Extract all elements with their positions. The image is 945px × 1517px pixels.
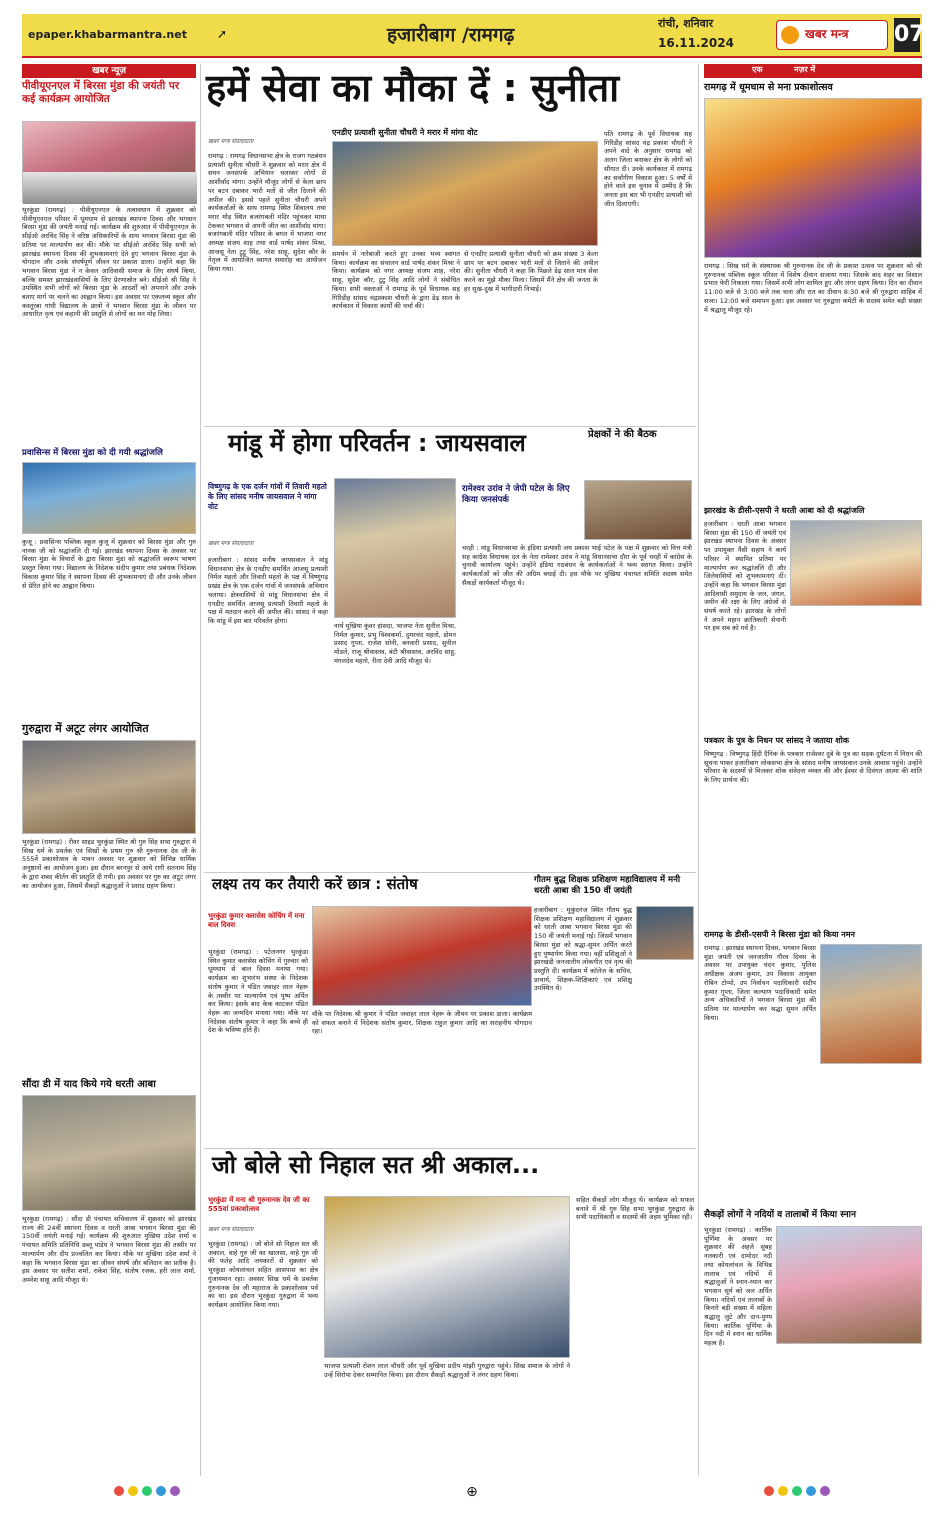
sunita-campaign-photo bbox=[332, 141, 598, 246]
ramesh-body: चरही : मांडू विधानसभा के इंडिया प्रत्याशी जय प्रकाश भाई पटेल के पक्ष में शुक्रवार को वित्त मंत्री सह कांग्रेस विधायक दल के नेता रामेश्वर उरांव ने मांडू विधानसभा दौरा के पूर्व चरही में कांग्रेस के चुनावी कार्यालय पहुंचे। उन्होंने इंडिया गठबंधन के कार्यकर्ताओं ने भव्य स्वागत किया। उन्होंने कार्यकर्ताओं को जीत की अग्रिम बधाई दी। इस मौके पर मुखिया पंचायत समिति सदस्य समेत सैकड़ों कार्यकर्ता मौजूद थे। bbox=[462, 544, 692, 587]
main-col4: पति रामगढ़ के पूर्व विधायक सह गिरिडीह सांसद चंद्र प्रकाश चौधरी ने अपने वादे के अनुसार रामगढ़ को अलग जिला बनाकर क्षेत्र के लोगों को सौगात दी। उनके कार्यकाल में रामगढ़ का सर्वांगीण विकास हुआ। 5 वर्षों में होने वाले इस चुनाव में उम्मीद है कि जनता इस बार भी एनडीए प्रत्याशी को जीत दिलाएगी। bbox=[604, 130, 692, 208]
main-byline: खबर मन्त्र संवाददाता bbox=[208, 138, 254, 145]
nihal-body: भुरकुंडा (रामगढ़) : जो बोले सो निहाल सत श्री अकाल, वाहे गुरु जी का खालसा, वाहे गुरु जी की फतेह आदि जयकारों से शुक्रवार को भुरकुंडा कोयलांचल सहित आसपास का क्षेत्र गुंजायमान रहा। अवसर सिख धर्म के प्रवर्तक गुरुनानक देव जी महाराज के प्रकाशोत्सव पर्व का था। इस दौरान भुरकुंडा गुरुद्वारा में भव्य कार्यक्रम आयोजित किया गया। bbox=[208, 1240, 318, 1309]
page-number: 07 bbox=[894, 18, 920, 52]
compass-icon: ⊕ bbox=[466, 1484, 478, 1500]
section-tag: खबर न्यूज़ bbox=[22, 64, 196, 78]
nihal-headline: जो बोले सो निहाल सत श्री अकाल... bbox=[212, 1151, 540, 1179]
school-tribute-photo bbox=[22, 462, 196, 534]
right-r3-title: पत्रकार के पुत्र के निधन पर सांसद ने जताया शोक bbox=[704, 736, 849, 745]
right-r1-body: रामगढ़ : सिख धर्म के संस्थापक श्री गुरुनानक देव जी के प्रकाश उत्सव पर शुक्रवार को श्री गुरुनानक पब्लिक स्कूल परिसर में विशेष दीवान सजाया गया। जिसके बाद शहर का विशाल प्रभात फेरी निकाला गया। जिसमें सभी लोग शामिल हुए और लंगर ग्रहण किया। दिन का दीवान 11:00 बजे से 3:00 बजे तक चला और रात का दीवान 8:30 बजे श्री गुरुद्वारा साहिब में सजा। 12:00 बजे समापन हुआ। इस अवसर पर गुरुद्वारा कमेटी के सदस्य समेत बड़ी संख्या में श्रद्धालु मौजूद रहे। bbox=[704, 262, 922, 314]
nihal-body2: भाजपा प्रत्याशी रोशन लाल चौधरी और पूर्व मुखिया प्रदीप मांझी गुरुद्वारा पहुंचे। सिख समाज के लोगों ने उन्हें सिरोपा देकर सम्मानित किया। इस दौरान सैकड़ों श्रद्धालुओं ने लंगर ग्रहण किया। bbox=[324, 1362, 570, 1379]
edition-title: हजारीबाग /रामगढ़ bbox=[387, 24, 515, 46]
dc-sp-tribute-photo bbox=[790, 520, 922, 606]
ramesh-photo bbox=[584, 480, 692, 540]
ramesh-headline: रामेश्वर उरांव ने जेपी पटेल के लिए किया जनसंपर्क bbox=[462, 484, 570, 506]
river-bath-photo bbox=[776, 1226, 922, 1344]
masthead bbox=[22, 14, 925, 58]
left-s3-title: गुरुद्वारा में अटूट लंगर आयोजित bbox=[22, 722, 149, 735]
left-s3-body: भुरकुंडा (रामगढ़) : रीवर साइड भुरकुंडा स्थित श्री गुरु सिंह सभा गुरुद्वारा में सिख धर्म के प्रवर्तक एवं सिखों के प्रथम गुरु श्री गुरुनानक देव जी के 555वें प्रकाशोत्सव के पावन अवसर पर शुक्रवार को विभिन्न धार्मिक अनुष्ठानों का आयोजन हुआ। इस दौरान बरनपुर से आये रागी सतनाम सिंह के द्वारा शबद कीर्तन की प्रस्तुति दी गयी। इस अवसर पर गुरु का अटूट लंगर का आयोजन हुआ, जिसमें सैकड़ों श्रद्धालुओं ने प्रसाद ग्रहण किया। bbox=[22, 838, 196, 890]
site-url[interactable]: epaper.khabarmantra.net bbox=[28, 28, 187, 41]
birsa-statue-photo bbox=[820, 944, 922, 1064]
right-tag-2: नज़र में bbox=[794, 65, 816, 74]
issue-date: 16.11.2024 bbox=[658, 36, 734, 50]
main-headline: हमें सेवा का मौका दें : सुनीता bbox=[206, 66, 620, 110]
panchayat-photo bbox=[22, 1095, 196, 1211]
brand-logo bbox=[776, 20, 888, 50]
main-col1: रामगढ़ : रामगढ़ विधानसभा क्षेत्र के राजग गठबंधन प्रत्याशी सुनीता चौधरी ने शुक्रवार को मरार क्षेत्र में सघन जनसंपर्क अभियान चलाकर लोगों से आशीर्वाद मांगा। उन्होंने मौजूद लोगों से केला छाप पर बटन दबाकर भारी मतों से जीत दिलाने की अपील की। इससे पहले सुनीता चौधरी अपने कार्यकर्ताओं के साथ रामगढ़ स्थित शिवालय तथा मरार मोड़ स्थित बजरंगबली मंदिर पहुंचकर माथा टेककर भगवान से अपनी जीत का आशीर्वाद मांगा। बजरंगबली मंदिर परिसर के बगल में भाजपा नगर अध्यक्ष संजय शाह तथा वार्ड पार्षद शंकर मिश्रा, आजसू नेता टुटु सिंह, नरेश साहू, सुदेश कौर के नेतृत्व में आयोजित स्वागत समारोह का आयोजन किया गया। bbox=[208, 152, 326, 274]
left-s4-body: भुरकुंडा (रामगढ़) : सौंदा डी पंचायत सचिवालय में शुक्रवार को झारखंड राज्य की 24वीं स्थापना दिवस व धरती आबा भगवान बिरसा मुंडा की 150वीं जयंती मनाई गई। कार्यक्रम की शुरुआत मुखिया उदेश शर्मा व पंचायत समिति प्रतिनिधि डब्लू पांडेय ने भगवान बिरसा मुंडा की तस्वीर पर माल्यार्पण और दीप प्रज्वलित कर किया। मौके पर मुखिया उदेश शर्मा ने कहा कि भगवान बिरसा मुंडा का जीवन संघर्ष और बलिदान का प्रतीक है। इस अवसर पर सतीश शर्मा, राकेश सिंह, संतोष रजक, हरी लाल शर्मा, अमरेश साहू आदि मौजूद थे। bbox=[22, 1215, 196, 1284]
santosh-headline: लक्ष्य तय कर तैयारी करें छात्र : संतोष bbox=[212, 875, 418, 893]
mandu-col1: हजारीबाग : सांसद मनीष जायसवाल ने मांडू विधानसभा क्षेत्र के एनडीए समर्थित आजसू प्रत्याशी निर्मल महतो और तिवारी महतो के पक्ष में विष्णुगढ़ प्रखंड क्षेत्र के एक दर्जन गांवों में जनसंपर्क अभियान चलाया। क्षेत्रवासियों से मांडू विधानसभा क्षेत्र में एनडीए समर्थित आजसू प्रत्याशी तिवारी महतो के पक्ष में मतदान करने की अपील की। सांसद ने कहा कि मांडू में इस बार परिवर्तन होगा। bbox=[208, 556, 328, 625]
logo-icon bbox=[781, 26, 799, 44]
right-r5-body: भुरकुंडा (रामगढ़) : कार्तिक पूर्णिमा के अवसर पर शुक्रवार की अहले सुबह नलकारी एवं दामोदर नदी तथा कोयलांचल के विभिन्न तालाब एवं नदियों में श्रद्धालुओं ने स्नान-ध्यान कर भगवान सूर्य को जल अर्पित किया। नदियों एवं तालाबों के किनारे बड़ी संख्या में महिला श्रद्धालु जुटे और दान-पुण्य किया। कार्तिक पूर्णिमा के दिन नदी में स्नान का धार्मिक महत्व है। bbox=[704, 1226, 772, 1348]
prekshak-title: प्रेक्षकों ने की बैठक bbox=[588, 429, 657, 440]
right-r5-title: सैकड़ों लोगों ने नदियों व तालाबों में किया स्नान bbox=[704, 1210, 856, 1220]
santosh-body2: मौके पर निदेशक श्री कुमार ने पंडित जवाहर लाल नेहरू के जीवन पर प्रकाश डाला। कार्यक्रम को सफल बनाने में निदेशक संतोष कुमार, शिक्षक राहुल कुमार आदि का सराहनीय योगदान रहा। bbox=[312, 1010, 532, 1036]
right-r1-title: रामगढ़ में धूमधाम से मना प्रकाशोत्सव bbox=[704, 82, 833, 93]
place-day: रांची, शनिवार bbox=[658, 17, 714, 30]
college-event-photo bbox=[636, 906, 694, 960]
brand-name: खबर मन्त्र bbox=[805, 27, 849, 41]
nihal-body3: सहित सैकड़ों लोग मौजूद थे। कार्यक्रम को सफल बनाने में श्री गुरु सिंह सभा भुरकुंडा गुरुद्वारा के सभी पदाधिकारी व सदस्यों की अहम भूमिका रही। bbox=[576, 1196, 694, 1222]
main-subhead: एनडीए प्रत्याशी सुनीता चौधरी ने मरार में मांगा वोट bbox=[332, 128, 478, 137]
right-r2-body: हजारीबाग : धरती आबा भगवान बिरसा मुंडा की 150 वीं जयंती एवं झारखंड स्थापना दिवस के अवसर पर उपायुक्त नैंसी सहाय ने कार्य परिसर में स्थापित प्रतिमा पर माल्यार्पण कर श्रद्धांजलि दी और जिलेवासियों को शुभकामनाएं दीं। उन्होंने कहा कि भगवान बिरसा मुंडा आदिवासी समुदाय के जल, जंगल, जमीन की रक्षा के लिए अंग्रेजों से संघर्ष करते रहे। झारखंड के लोगों ने अपने महान क्रांतिकारी सेनानी पर हम सब को गर्व है। bbox=[704, 520, 786, 633]
right-r2-title: झारखंड के डीसी-एसपी ने धरती आबा को दी श्रद्धांजलि bbox=[704, 506, 865, 515]
left-s2-title: प्रवासिन्स में बिरसा मुंडा को दी गयी श्रद्धांजलि bbox=[22, 448, 163, 458]
main-col2: समर्थन में नारेबाजी करते हुए उनका भव्य स्वागत किया। कार्यक्रम का संचालन वार्ड पार्षद शंकर मिश्रा ने किया। कार्यक्रम को नगर अध्यक्ष संजय शाह, नरेश साहू, सुदेश कौर, टुटु सिंह आदि लोगों ने संबोधित किया। सभी वक्ताओं ने रामगढ़ के पूर्व विधायक सह गिरिडीह सांसद चंद्रप्रकाश चौधरी के द्वारा डेढ़ साल के कार्यकाल में विकास कार्यों की चर्चा की। bbox=[332, 250, 460, 311]
children-day-photo bbox=[312, 906, 532, 1006]
main-col3: से एनडीए प्रत्याशी सुनीता चौधरी को क्रम संख्या 3 केला छाप पर बटन दबाकर भारी मतों से जिताने की अपील की। सुनीता चौधरी ने कहा कि पिछले डेढ़ साल मात्र सेवा करने का मुझे मौका मिला। जिसमें मैंने क्षेत्र की जनता के हर सुख-दुख में भागीदारी निभाई। bbox=[464, 250, 598, 293]
right-r3-body: विष्णुगढ़ : विष्णुगढ़ हिंदी दैनिक के पत्रकार राजेश्वर दुबे के पुत्र का सड़क दुर्घटना में निधन की सूचना पाकर हजारीबाग लोकसभा क्षेत्र के सांसद मनीष जायसवाल उनके आवास पहुंचे। उन्होंने परिवार के सदस्यों से मिलकर शोक संवेदना व्यक्त की और ईश्वर से दिवंगत आत्मा की शांति के लिए प्रार्थना की। bbox=[704, 750, 922, 785]
gautam-body: हजारीबाग : मुकुंदगंज स्थित गौतम बुद्ध शिक्षक प्रशिक्षण महाविद्यालय में शुक्रवार को धरती आबा भगवान बिरसा मुंडा की 150 वीं जयंती मनाई गई। जिसमें भगवान बिरसा मुंडा को श्रद्धा-सुमन अर्पित करते हुए पुष्पार्पण किया गया। वहीं प्रशिक्षुओं ने झारखंडी जनजातीय लोकगीत एवं नृत्य की प्रस्तुति दी। कार्यक्रम में कॉलेज के सचिव, प्राचार्य, शिक्षक-शिक्षिकाएं एवं प्रशिक्षु उपस्थित थे। bbox=[534, 906, 632, 993]
mandu-byline: खबर मन्त्र संवाददाता bbox=[208, 540, 254, 547]
gautam-headline: गौतम बुद्ध शिक्षक प्रशिक्षण महाविद्यालय में मनी धरती आबा की 150 वीं जयंती bbox=[534, 875, 681, 897]
santosh-body: भुरकुंडा (रामगढ़) : पटेलनगर भुरकुंडा स्थित कुमार क्लासेस कोचिंग में गुरुवार को धूमधाम से बाल दिवस मनाया गया। कार्यक्रम का शुभारंभ संस्था के निदेशक संतोष कुमार ने पंडित जवाहर लाल नेहरू के तस्वीर पर माल्यार्पण एवं पुष्प अर्पित कर किया। इसके बाद केक काटकर पंडित नेहरू का जन्मदिन मनाया गया। मौके पर निदेशक संतोष कुमार ने कहा कि बच्चे ही देश के भविष्य होते हैं। bbox=[208, 948, 308, 1035]
jaiswal-campaign-photo bbox=[334, 478, 456, 618]
birsa-event-photo bbox=[22, 121, 196, 203]
mandu-col2: नार्थ मुखिया कुंवर हांसदा, भाजपा नेता सुनील मिश्रा, निर्मल कुमार, प्रभु विश्वकर्मा, दुमरचंद महतो, डोमन प्रसाद गुप्ता, राजेश सोनी, बनवारी प्रसाद, सुनील मोडले, राजू श्रीवास्तव, बंटी श्रीवास्तव, अरविंद साहू, मंगलदेव महतो, रीता देवी आदि मौजूद थे। bbox=[334, 622, 456, 665]
langar-photo bbox=[22, 740, 196, 834]
prakashotsav-photo bbox=[704, 98, 922, 258]
left-s1-title: पीवीयूएनएल में बिरसा मुंडा की जयंती पर कई कार्यक्रम आयोजित bbox=[22, 80, 180, 106]
mandu-subhead: विष्णुगढ़ के एक दर्जन गांवों में तिवारी महतो के लिए सांसद मनीष जायसवाल ने मांगा वोट bbox=[208, 482, 327, 511]
left-s1-body: भुरकुंडा (रामगढ़) : पीवीयूएनएल के तत्वावधान में शुक्रवार को पीवीयूएनएल परिसर में धूमधाम से झारखंड स्थापना दिवस और भगवान बिरसा मुंडा की जयंती मनाई गई। कार्यक्रम की शुरुआत में पीवीयूएनएल के सीईओ अरविंद सिंह ने वरिष्ठ अधिकारियों के साथ भगवान बिरसा मुंडा की प्रतिमा पर माल्यार्पण कर की। मौके पर सीईओ अरविंद सिंह सभी को झारखंड स्थापना दिवस की शुभकामनाएं देते हुए भगवान बिरसा मुंडा के योगदान और उनके संघर्षपूर्ण जीवन पर प्रकाश डाला। उन्होंने कहा कि भगवान बिरसा मुंडा ने न केवल आदिवासी समाज के लिए संघर्ष किया, बल्कि समस्त झारखंडवासियों के लिए प्रेरणास्रोत बने। सीईओ श्री सिंह ने उपस्थित सभी लोगों को बिरसा मुंडा के आदर्शों को अपनाने और उनके बताए मार्ग पर चलने का आह्वान किया। इस अवसर पर एकलव्य स्कूल और कस्तूरबा गांधी विद्यालय के छात्रों ने भगवान बिरसा मुंडा के जीवन पर आधारित नृत्य एवं कहानी की प्रस्तुति से लोगों का मन मोह लिया। bbox=[22, 206, 196, 319]
cursor-icon: ➚ bbox=[217, 27, 228, 41]
footer-bar bbox=[22, 1482, 922, 1502]
left-s4-title: सौंदा डी में याद किये गये धरती आबा bbox=[22, 1079, 156, 1090]
santosh-subhead: भुरकुंडा कुमार क्लासेस कोचिंग में मना बाल दिवस bbox=[208, 912, 305, 930]
nihal-byline: खबर मन्त्र संवाददाता bbox=[208, 1226, 254, 1233]
nihal-subhead: भुरकुंडा में मना श्री गुरुनानक देव जी का 555वां प्रकाशोत्सव bbox=[208, 1196, 310, 1214]
right-r4-title: रामगढ़ के डीसी-एसपी ने बिरसा मुंडा को किया नमन bbox=[704, 930, 855, 939]
mandu-headline: मांडू में होगा परिवर्तन : जायसवाल bbox=[228, 429, 526, 457]
right-tag bbox=[704, 64, 922, 78]
left-s2-body: कुजू : प्रवासिन्स पब्लिक स्कूल कुजू में शुक्रवार को बिरसा मुंडा और गुरु नानक जी को श्रद्धांजलि दी गई। झारखंड स्थापना दिवस के अवसर पर बिरसा मुंडा के विचारों के द्वारा बिरसा मुंडा को श्रद्धांजलि स्वरूप भाषण प्रस्तुत किया गया। विद्यालय के निदेशक संदीप कुमार तथा प्रबंधक निदेशक विकास कुमार सिंह ने स्थापना दिवस की शुभकामनाएं दी और उनके जीवन से प्रेरित होने का आह्वान किया। bbox=[22, 538, 196, 590]
gurudwara-photo bbox=[324, 1196, 570, 1358]
right-tag-1: एक bbox=[752, 65, 763, 74]
right-r4-body: रामगढ़ : झारखंड स्थापना दिवस, भगवान बिरसा मुंडा जयंती एवं जनजातीय गौरव दिवस के अवसर पर उपायुक्त चंदन कुमार, पुलिस अधीक्षक अजय कुमार, उप विकास आयुक्त रोबिन टोप्पो, उप निर्वाचन पदाधिकारी संदीप कुमार गुप्ता, जिला कल्याण पदाधिकारी समेत अन्य अधिकारियों ने भगवान बिरसा मुंडा की प्रतिमा पर माल्यार्पण कर श्रद्धा सुमन अर्पित किया। bbox=[704, 944, 816, 1022]
